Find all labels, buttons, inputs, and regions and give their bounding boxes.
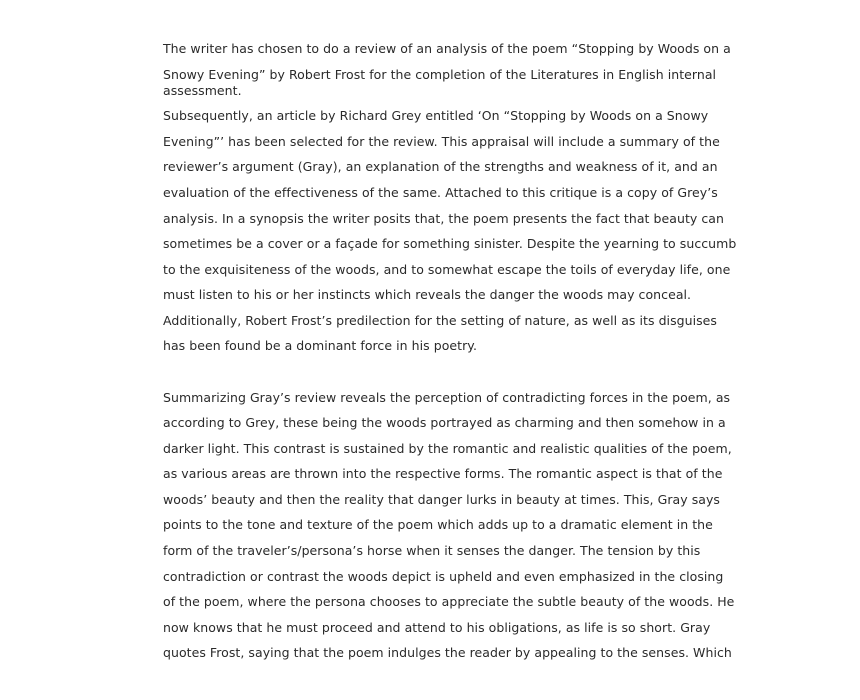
text-line: form of the traveler’s/persona’s horse when it senses the danger. The tension by this xyxy=(163,543,701,558)
text-line: reviewer’s argument (Gray), an explanation of the strengths and weakness of it, and an xyxy=(163,159,718,174)
text-line: has been found be a dominant force in his poetry. xyxy=(163,338,477,353)
text-line: as various areas are thrown into the respective forms. The romantic aspect is that of the xyxy=(163,466,723,481)
text-line: darker light. This contrast is sustained by the romantic and realistic qualities of the poem, xyxy=(163,441,732,456)
text-line: Evening”’ has been selected for the review. This appraisal will include a summary of the xyxy=(163,134,720,149)
text-line: assessment. xyxy=(163,83,242,98)
text-line: of the poem, where the persona chooses to appreciate the subtle beauty of the woods. He xyxy=(163,594,735,609)
text-line: Subsequently, an article by Richard Grey entitled ‘On “Stopping by Woods on a Snowy xyxy=(163,108,709,123)
text-line: sometimes be a cover or a façade for something sinister. Despite the yearning to succumb xyxy=(163,236,737,251)
text-line: Additionally, Robert Frost’s predilection for the setting of nature, as well as its disguises xyxy=(163,313,717,328)
text-line: contradiction or contrast the woods depict is upheld and even emphasized in the closing xyxy=(163,569,724,584)
text-line: must listen to his or her instincts which reveals the danger the woods may conceal. xyxy=(163,287,692,302)
text-line: analysis. In a synopsis the writer posits that, the poem presents the fact that beauty can xyxy=(163,211,724,226)
text-line: evaluation of the effectiveness of the same. Attached to this critique is a copy of Grey’s xyxy=(163,185,718,200)
text-line: according to Grey, these being the woods portrayed as charming and then somehow in a xyxy=(163,415,726,430)
text-line: to the exquisiteness of the woods, and to somewhat escape the toils of everyday life, one xyxy=(163,262,731,277)
text-line: quotes Frost, saying that the poem indulges the reader by appealing to the senses. Which xyxy=(163,645,732,660)
text-line: now knows that he must proceed and attend to his obligations, as life is so short. Gray xyxy=(163,620,711,635)
text-line: points to the tone and texture of the poem which adds up to a dramatic element in the xyxy=(163,517,713,532)
text-line: Summarizing Gray’s review reveals the perception of contradicting forces in the poem, as xyxy=(163,390,731,405)
text-line: Snowy Evening” by Robert Frost for the completion of the Literatures in English internal xyxy=(163,67,717,82)
text-line: The writer has chosen to do a review of an analysis of the poem “Stopping by Woods on a xyxy=(163,41,731,56)
text-line: woods’ beauty and then the reality that danger lurks in beauty at times. This, Gray says xyxy=(163,492,720,507)
